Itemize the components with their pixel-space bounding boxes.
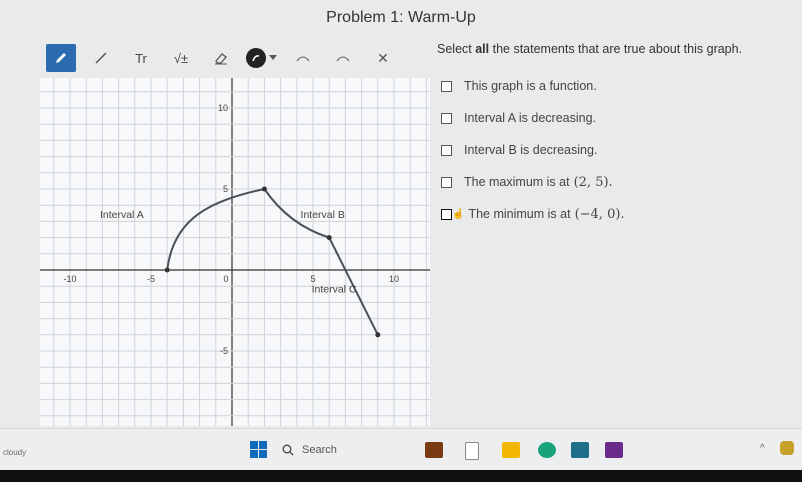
chevron-down-icon[interactable] (268, 44, 278, 72)
screen-bezel (0, 470, 802, 482)
question-emphasis: all (475, 42, 490, 56)
pencil-icon[interactable] (46, 44, 76, 72)
option-checkbox[interactable] (441, 145, 452, 156)
coordinate-graph[interactable] (40, 78, 430, 426)
windows-start-icon[interactable] (250, 441, 267, 458)
y-tick-label: 10 (217, 103, 228, 113)
app-icon-5[interactable] (571, 442, 589, 458)
endpoint-dot (262, 187, 267, 192)
line-icon[interactable] (86, 44, 116, 72)
page-title: Problem 1: Warm-Up (326, 9, 476, 26)
close-icon[interactable]: ✕ (377, 49, 389, 66)
color-picker-icon[interactable] (246, 48, 266, 68)
app-icon-6[interactable] (605, 442, 623, 458)
x-tick-label: 10 (388, 274, 400, 284)
app-icon-1[interactable] (425, 442, 443, 458)
taskbar (0, 428, 802, 473)
app-icon-2[interactable] (465, 442, 479, 460)
endpoint-dot (375, 332, 380, 337)
graph-background (40, 78, 430, 426)
text-icon[interactable]: Tr (135, 50, 147, 66)
option-interval-b[interactable]: Interval B is decreasing. (441, 134, 625, 166)
undo-icon[interactable] (288, 44, 318, 72)
option-checkbox[interactable] (441, 209, 452, 220)
endpoint-dot (165, 268, 170, 273)
option-function[interactable]: This graph is a function. (441, 70, 625, 102)
option-interval-a[interactable]: Interval A is decreasing. (441, 102, 625, 134)
sqrt-icon[interactable]: √± (173, 50, 189, 66)
question-text: Select all the statements that are true about this graph. (437, 42, 743, 56)
file-explorer-icon[interactable] (502, 442, 520, 458)
x-tick-label: 0 (223, 274, 229, 284)
y-tick-label: -5 (219, 346, 228, 356)
option-checkbox[interactable] (441, 113, 452, 124)
x-tick-label: -5 (146, 274, 156, 284)
weather-widget[interactable]: cloudy (3, 448, 27, 457)
search-icon (282, 444, 294, 456)
x-tick-label: 5 (310, 274, 316, 284)
answer-options (441, 70, 625, 230)
y-tick-label: 5 (222, 184, 228, 194)
interval-c-label: Interval C (311, 283, 357, 296)
redo-icon[interactable] (328, 44, 358, 72)
option-maximum[interactable]: The maximum is at (2, 5). (441, 166, 625, 198)
option-minimum[interactable]: ☝ The minimum is at (−4, 0). (441, 198, 625, 230)
interval-a-label: Interval A (99, 209, 144, 222)
option-checkbox[interactable] (441, 177, 452, 188)
eraser-icon[interactable] (206, 44, 236, 72)
option-checkbox[interactable] (441, 81, 452, 92)
chevron-up-icon[interactable]: ^ (760, 443, 765, 454)
drawing-toolbar (48, 43, 408, 73)
taskbar-search[interactable]: Search (282, 437, 392, 463)
hand-cursor-icon: ☝ (452, 208, 465, 220)
x-tick-label: -10 (63, 274, 77, 284)
browser-icon[interactable] (538, 442, 556, 458)
endpoint-dot (327, 235, 332, 240)
tray-icon[interactable] (780, 441, 794, 455)
interval-b-label: Interval B (300, 209, 345, 222)
